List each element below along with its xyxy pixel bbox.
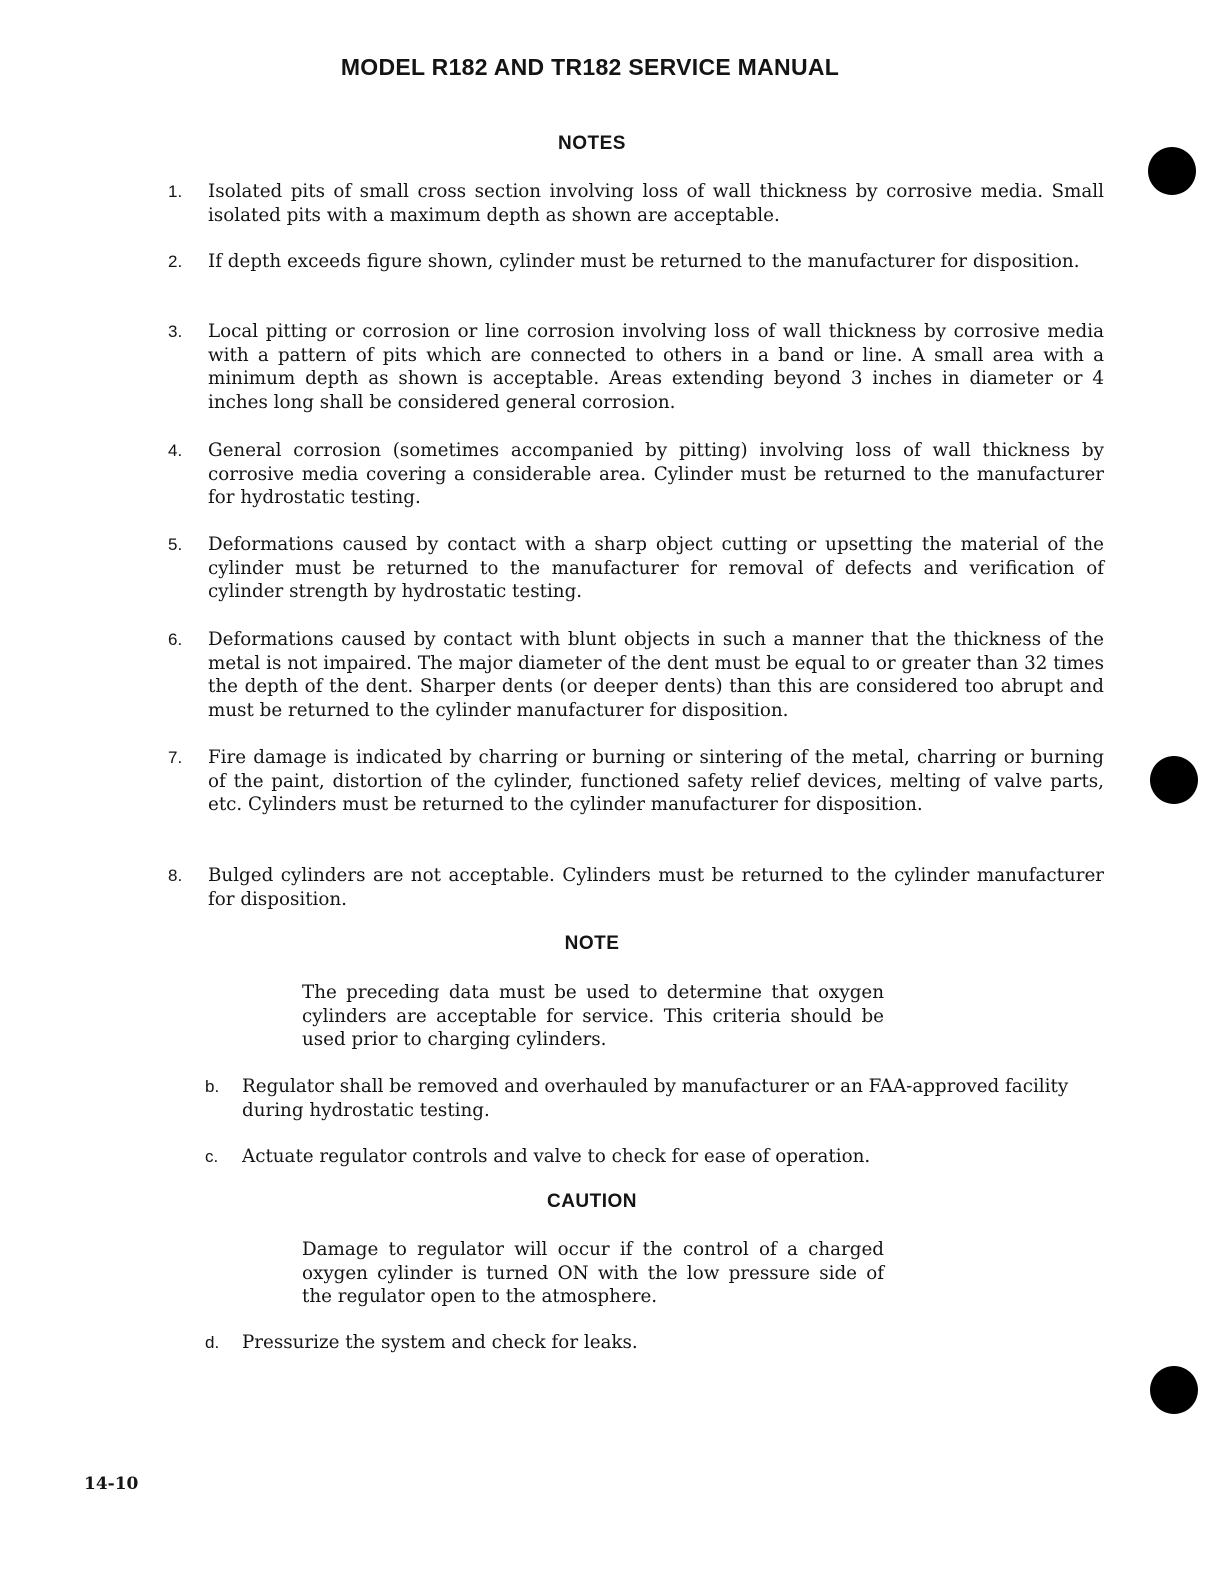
step-letter: d. bbox=[205, 1333, 220, 1352]
page-number: 14-10 bbox=[84, 1474, 139, 1494]
note-item-6 bbox=[168, 628, 1104, 722]
step-d bbox=[205, 1331, 1103, 1355]
note-text: The preceding data must be used to determine that oxygen cylinders are acceptable for service. This criteria should be used prior to charging cylinders. bbox=[302, 982, 884, 1050]
note-number: 4. bbox=[168, 441, 183, 460]
step-letter: b. bbox=[205, 1077, 220, 1096]
step-text: Regulator shall be removed and overhauled by manufacturer or an FAA-approved facility during hydrostatic testing. bbox=[242, 1076, 1069, 1121]
note-number: 6. bbox=[168, 630, 183, 649]
caution-text: Damage to regulator will occur if the control of a charged oxygen cylinder is turned ON with the low pressure side of the regulator open to the atmosphere. bbox=[302, 1239, 884, 1307]
note-item-8 bbox=[168, 864, 1104, 911]
revision-bullet-marker bbox=[1150, 1366, 1198, 1414]
note-text: General corrosion (sometimes accompanied by pitting) involving loss of wall thickness by corrosive media covering a considerable area. Cylinder must be returned to the manufacturer for hydrostatic testing. bbox=[208, 440, 1104, 508]
note-item-5 bbox=[168, 533, 1104, 604]
revision-bullet-marker bbox=[1150, 756, 1198, 804]
note-item-3 bbox=[168, 320, 1104, 414]
caution-heading: CAUTION bbox=[546, 1191, 638, 1212]
note-text: Fire damage is indicated by charring or burning or sintering of the metal, charring or burning of the paint, distortion of the cylinder, functioned safety relief devices, melting of valve parts, etc. Cylinders must be returned to the cylinder manufacturer for disposition. bbox=[208, 747, 1104, 815]
step-b bbox=[205, 1075, 1103, 1122]
note-item-2 bbox=[168, 250, 1104, 274]
note-text: Bulged cylinders are not acceptable. Cylinders must be returned to the cylinder manufacturer for disposition. bbox=[208, 865, 1104, 910]
note-text: If depth exceeds figure shown, cylinder must be returned to the manufacturer for disposition. bbox=[208, 251, 1080, 272]
note-number: 8. bbox=[168, 866, 183, 885]
note-number: 7. bbox=[168, 748, 183, 767]
note-item-4 bbox=[168, 439, 1104, 510]
note-number: 3. bbox=[168, 322, 183, 341]
note-heading: NOTE bbox=[564, 933, 620, 954]
note-text: Deformations caused by contact with a sharp object cutting or upsetting the material of the cylinder must be returned to the manufacturer for removal of defects and verification of cylinder strength by hydrostatic testing. bbox=[208, 534, 1104, 602]
note-number: 5. bbox=[168, 535, 183, 554]
step-text: Pressurize the system and check for leaks. bbox=[242, 1332, 638, 1353]
note-text: Local pitting or corrosion or line corrosion involving loss of wall thickness by corrosive media with a pattern of pits which are connected to others in a band or line. A small area with a minimum depth as shown is acceptable. Areas extending beyond 3 inches in diameter or 4 inches long shall be considered general corrosion. bbox=[208, 321, 1104, 413]
note-number: 1. bbox=[168, 182, 183, 201]
step-c bbox=[205, 1145, 1103, 1169]
page-header-title: MODEL R182 AND TR182 SERVICE MANUAL bbox=[340, 54, 840, 80]
step-text: Actuate regulator controls and valve to check for ease of operation. bbox=[242, 1146, 871, 1167]
step-letter: c. bbox=[205, 1147, 219, 1166]
note-number: 2. bbox=[168, 252, 183, 271]
notes-heading: NOTES bbox=[558, 133, 626, 154]
note-text: Deformations caused by contact with blunt objects in such a manner that the thickness of the metal is not impaired. The major diameter of the dent must be equal to or greater than 32 times the depth of the dent. Sharper dents (or deeper dents) than this are considered too abrupt and must be returned to the cylinder manufacturer for disposition. bbox=[208, 629, 1104, 721]
note-item-7 bbox=[168, 746, 1104, 817]
note-item-1 bbox=[168, 180, 1104, 227]
note-text: Isolated pits of small cross section involving loss of wall thickness by corrosive media. Small isolated pits with a maximum depth as shown are acceptable. bbox=[208, 181, 1104, 226]
